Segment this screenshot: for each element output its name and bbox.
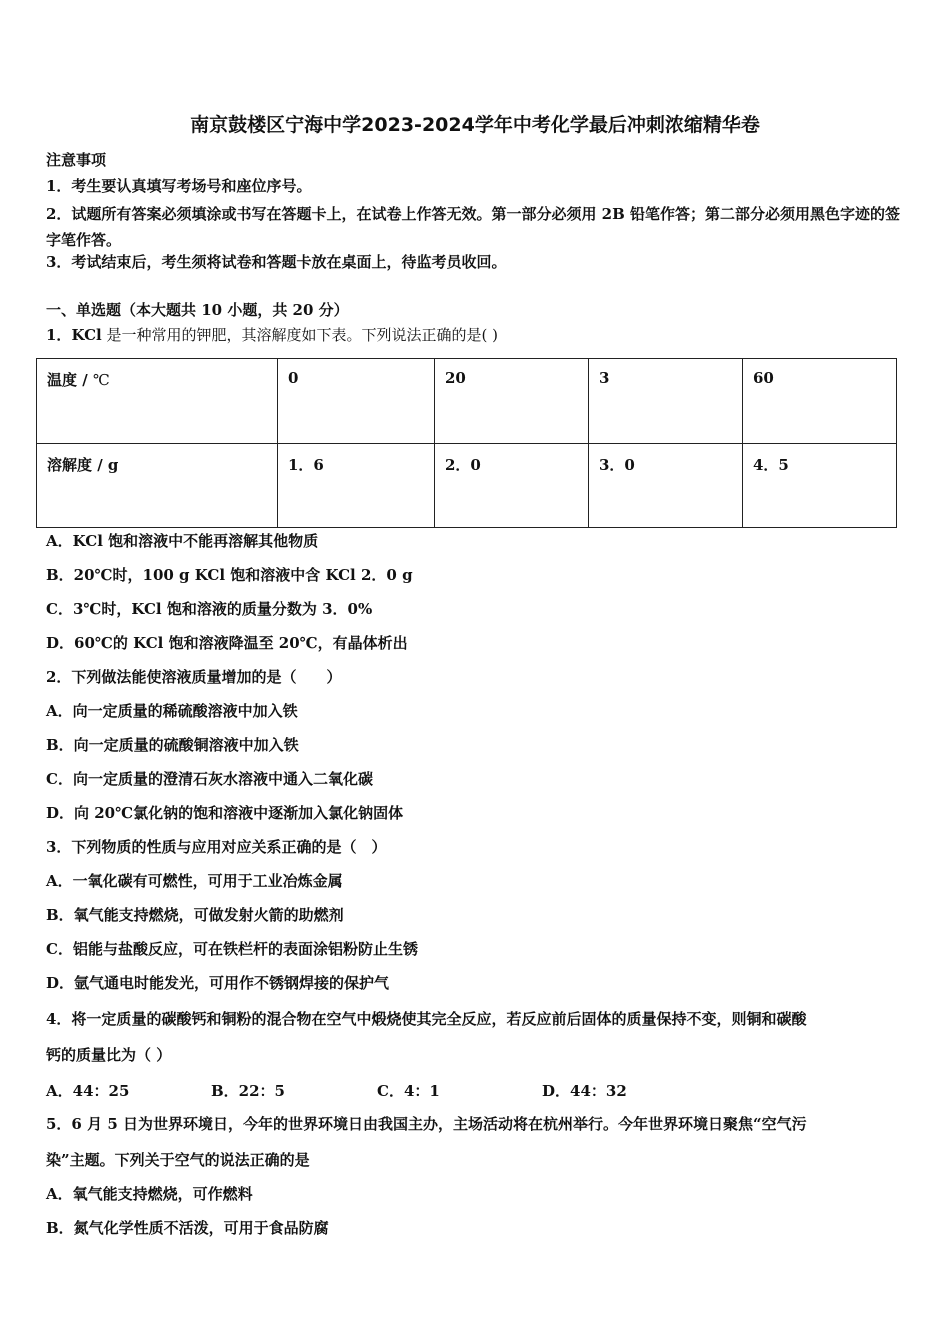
q5-option-a: A．氧气能支持燃烧，可作燃料 [46,1185,253,1203]
notice-item-2: 2．试题所有答案必须填涂或书写在答题卡上，在试卷上作答无效。第一部分必须用 2B 铅笔作答；第二部分必须用黑色字迹的签字笔作答。 [46,205,901,249]
q3-option-b: B．氧气能支持燃烧，可做发射火箭的助燃剂 [46,906,344,924]
table-cell: 60 [743,359,897,444]
q1-option-c: C．3℃时，KCl 饱和溶液的质量分数为 3．0% [46,600,373,618]
q5-stem-line2: 染”主题。下列关于空气的说法正确的是 [46,1151,310,1169]
table-cell: 3 [589,359,743,444]
notice-item-1: 1．考生要认真填写考场号和座位序号。 [46,177,312,195]
q2-option-c: C．向一定质量的澄清石灰水溶液中通入二氧化碳 [46,770,373,788]
q1-option-b: B．20℃时，100 g KCl 饱和溶液中含 KCl 2．0 g [46,566,413,584]
table-cell: 0 [278,359,435,444]
q1-option-d: D．60℃的 KCl 饱和溶液降温至 20℃，有晶体析出 [46,634,408,652]
q2-option-d: D．向 20℃氯化钠的饱和溶液中逐渐加入氯化钠固体 [46,804,404,822]
q2-option-b: B．向一定质量的硫酸铜溶液中加入铁 [46,736,299,754]
q1-option-a: A．KCl 饱和溶液中不能再溶解其他物质 [46,532,319,550]
table-cell-temperature-label: 温度 / ℃ [37,359,278,444]
q1-number: 1． [46,326,72,344]
q3-stem: 3．下列物质的性质与应用对应关系正确的是（ ） [46,838,387,856]
table-cell: 4．5 [743,443,897,528]
table-cell: 2．0 [435,443,589,528]
q4-option-b: B．22：5 [211,1082,285,1100]
table-cell: 20 [435,359,589,444]
q3-option-a: A．一氧化碳有可燃性，可用于工业冶炼金属 [46,872,343,890]
q3-option-c: C．铝能与盐酸反应，可在铁栏杆的表面涂铝粉防止生锈 [46,940,418,958]
q3-option-d: D．氩气通电时能发光，可用作不锈钢焊接的保护气 [46,974,390,992]
q1-stem-kcl: KCl [71,326,102,344]
table-row [37,443,897,528]
q1-stem [46,325,498,345]
q5-stem-line1: 5．6 月 5 日为世界环境日，今年的世界环境日由我国主办，主场活动将在杭州举行。今年世界环境日聚焦“空气污 [46,1115,807,1133]
table-cell: 1．6 [278,443,435,528]
q2-stem: 2．下列做法能使溶液质量增加的是（ ） [46,668,342,686]
q4-option-a: A．44：25 [46,1082,130,1100]
q4-option-c: C．4：1 [377,1082,440,1100]
q4-stem-line2: 钙的质量比为（ ） [46,1046,172,1064]
table-cell: 3．0 [589,443,743,528]
solubility-table [36,358,897,528]
q5-option-b: B．氮气化学性质不活泼，可用于食品防腐 [46,1219,329,1237]
table-row [37,359,897,444]
q4-stem-line1: 4．将一定质量的碳酸钙和铜粉的混合物在空气中煅烧使其完全反应，若反应前后固体的质量保持不变，则铜和碳酸 [46,1010,807,1028]
notice-heading: 注意事项 [46,151,107,169]
exam-title: 南京鼓楼区宁海中学2023-2024学年中考化学最后冲刺浓缩精华卷 [190,114,760,136]
q4-option-d: D．44：32 [542,1082,627,1100]
notice-item-3: 3．考试结束后，考生须将试卷和答题卡放在桌面上，待监考员收回。 [46,253,507,271]
section-heading: 一、单选题（本大题共 10 小题，共 20 分） [46,301,349,319]
table-cell-solubility-label: 溶解度 / g [37,443,278,528]
q1-stem-text: 是一种常用的钾肥，其溶解度如下表。下列说法正确的是( ) [101,326,498,344]
q2-option-a: A．向一定质量的稀硫酸溶液中加入铁 [46,702,298,720]
